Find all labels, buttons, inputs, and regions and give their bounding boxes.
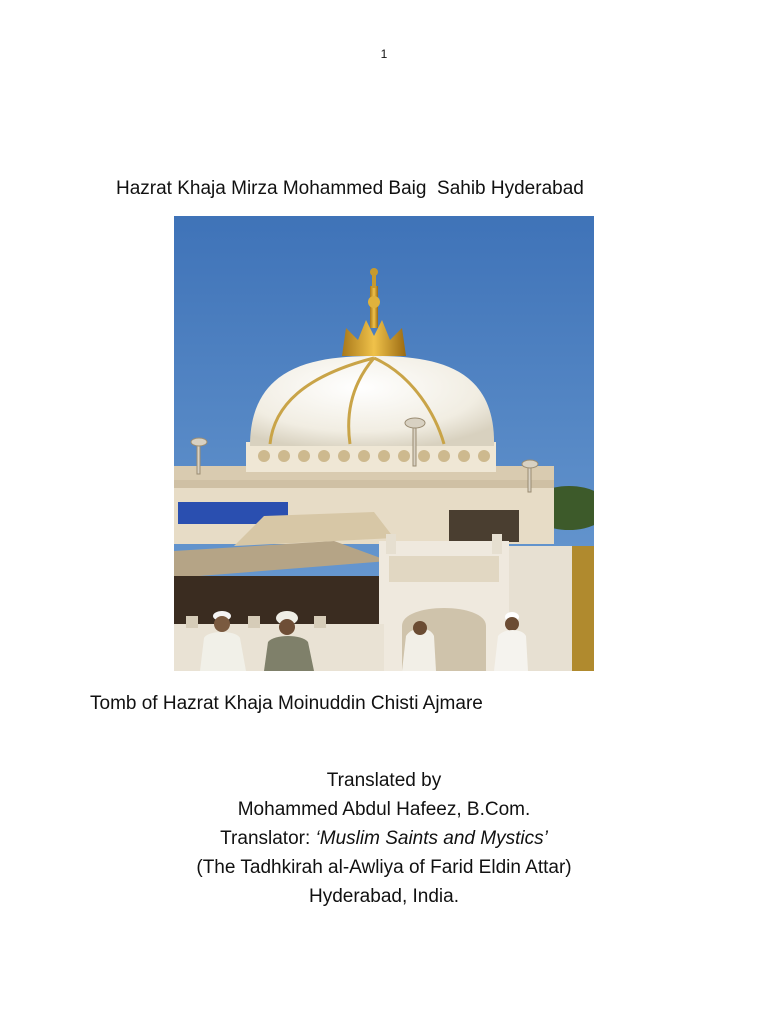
translator-work-line bbox=[0, 824, 768, 853]
shrine-photo-illustration bbox=[174, 216, 594, 671]
translator-prefix: Translator: bbox=[220, 828, 316, 849]
translator-work-title: ‘Muslim Saints and Mystics’ bbox=[315, 828, 548, 849]
shrine-photo bbox=[174, 216, 594, 671]
location-line: Hyderabad, India. bbox=[309, 886, 459, 907]
photo-caption: Tomb of Hazrat Khaja Moinuddin Chisti Ajmare bbox=[90, 693, 483, 714]
translated-by-line: Translated by bbox=[326, 770, 442, 791]
document-title: Hazrat Khaja Mirza Mohammed Baig Sahib Hyderabad bbox=[116, 178, 584, 199]
translator-name: Mohammed Abdul Hafeez, B.Com. bbox=[237, 799, 531, 820]
work-note: (The Tadhkirah al-Awliya of Farid Eldin Attar) bbox=[196, 857, 572, 878]
translation-credits bbox=[0, 766, 768, 911]
page-number: 1 bbox=[380, 47, 388, 61]
